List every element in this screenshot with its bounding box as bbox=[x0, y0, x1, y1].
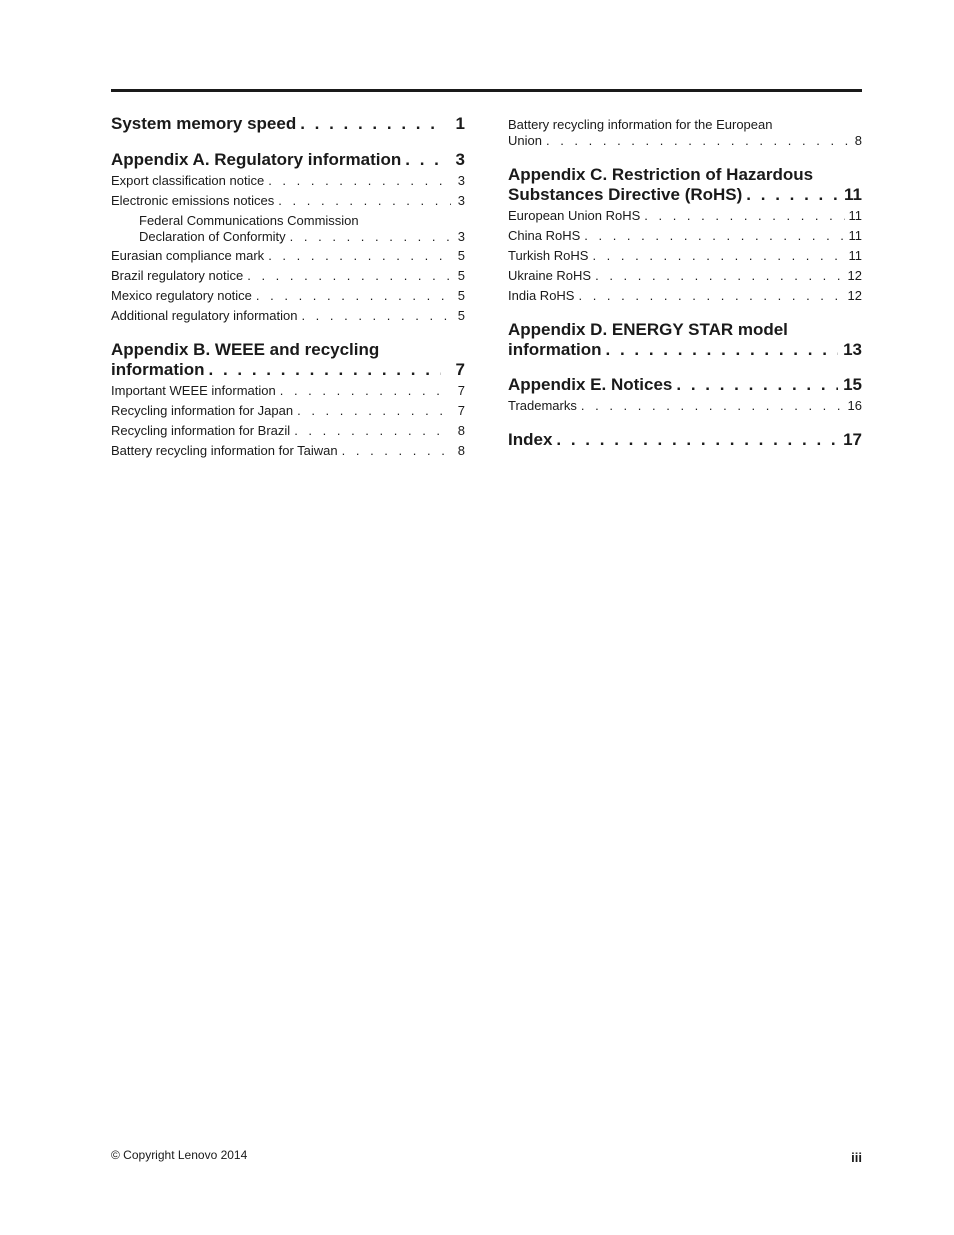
toc-entry-important-weee[interactable] bbox=[111, 383, 465, 399]
toc-entry-page: 5 bbox=[457, 248, 465, 263]
toc-entry-title-line2: information bbox=[111, 360, 205, 379]
toc-entry-page: 7 bbox=[457, 383, 465, 398]
dot-leader bbox=[247, 268, 451, 284]
toc-entry-index[interactable] bbox=[508, 430, 862, 450]
toc-entry-turkish-rohs[interactable] bbox=[508, 248, 862, 264]
toc-entry-page: 5 bbox=[457, 268, 465, 283]
toc-entry-title: China RoHS bbox=[508, 228, 581, 243]
toc-entry-appendix-b[interactable] bbox=[111, 340, 465, 380]
toc-entry-page: 17 bbox=[843, 430, 862, 449]
toc-entry-title: System memory speed bbox=[111, 114, 297, 133]
toc-entry-title: Turkish RoHS bbox=[508, 248, 589, 263]
toc-entry-page: 16 bbox=[847, 398, 862, 413]
dot-leader bbox=[300, 114, 441, 134]
dot-leader bbox=[268, 173, 451, 189]
dot-leader bbox=[209, 360, 442, 380]
dot-leader bbox=[584, 228, 844, 244]
dot-leader bbox=[581, 398, 844, 414]
toc-entry-recycling-brazil[interactable] bbox=[111, 423, 465, 439]
toc-entry-page: 3 bbox=[457, 229, 465, 244]
toc-entry-system-memory-speed[interactable] bbox=[111, 114, 465, 134]
toc-entry-title-line2: Substances Directive (RoHS) bbox=[508, 185, 743, 204]
toc-entry-page: 12 bbox=[847, 268, 862, 283]
dot-leader bbox=[294, 423, 451, 439]
toc-entry-title: Index bbox=[508, 430, 553, 449]
toc-entry-page: 8 bbox=[457, 423, 465, 438]
toc-entry-title-line1: Battery recycling information for the European bbox=[508, 117, 773, 132]
dot-leader bbox=[746, 185, 838, 205]
toc-entry-title: Export classification notice bbox=[111, 173, 265, 188]
dot-leader bbox=[342, 443, 451, 459]
dot-leader bbox=[546, 133, 848, 149]
toc-entry-battery-taiwan[interactable] bbox=[111, 443, 465, 459]
toc-entry-appendix-e[interactable] bbox=[508, 375, 862, 395]
toc-entry-electronic-emissions[interactable] bbox=[111, 193, 465, 209]
toc-entry-title-line2: Union bbox=[508, 133, 542, 148]
toc-entry-export-classification[interactable] bbox=[111, 173, 465, 189]
dot-leader bbox=[556, 430, 838, 450]
toc-entry-recycling-japan[interactable] bbox=[111, 403, 465, 419]
toc-entry-additional-regulatory[interactable] bbox=[111, 308, 465, 324]
toc-entry-title: Ukraine RoHS bbox=[508, 268, 592, 283]
dot-leader bbox=[268, 248, 451, 264]
toc-entry-page: 7 bbox=[457, 403, 465, 418]
toc-entry-page: 11 bbox=[848, 228, 862, 243]
dot-leader bbox=[592, 248, 844, 264]
toc-entry-title: Battery recycling information for Taiwan bbox=[111, 443, 338, 458]
toc-entry-title-line1: Appendix C. Restriction of Hazardous bbox=[508, 165, 814, 184]
toc-entry-title: Additional regulatory information bbox=[111, 308, 298, 323]
toc-entry-brazil-regulatory[interactable] bbox=[111, 268, 465, 284]
toc-entry-appendix-d[interactable] bbox=[508, 320, 862, 360]
toc-entry-title: Appendix E. Notices bbox=[508, 375, 673, 394]
dot-leader bbox=[290, 229, 451, 245]
toc-entry-title-line2: Declaration of Conformity bbox=[139, 229, 286, 244]
toc-entry-appendix-c[interactable] bbox=[508, 165, 862, 205]
toc-entry-battery-eu[interactable] bbox=[508, 117, 862, 149]
toc-entry-eu-rohs[interactable] bbox=[508, 208, 862, 224]
toc-entry-title: Recycling information for Japan bbox=[111, 403, 294, 418]
toc-entry-page: 12 bbox=[847, 288, 862, 303]
toc-entry-title: Electronic emissions notices bbox=[111, 193, 275, 208]
toc-entry-title: Mexico regulatory notice bbox=[111, 288, 252, 303]
toc-entry-title: India RoHS bbox=[508, 288, 575, 303]
dot-leader bbox=[676, 375, 838, 395]
dot-leader bbox=[405, 150, 441, 170]
dot-leader bbox=[280, 383, 451, 399]
toc-entry-title-line2: information bbox=[508, 340, 602, 359]
toc-entry-title: Eurasian compliance mark bbox=[111, 248, 265, 263]
toc-entry-page: 3 bbox=[455, 150, 465, 169]
toc-entry-page: 13 bbox=[843, 340, 862, 359]
toc-entry-fcc[interactable] bbox=[111, 213, 465, 245]
toc-entry-page: 3 bbox=[457, 173, 465, 188]
toc-entry-title: Recycling information for Brazil bbox=[111, 423, 291, 438]
dot-leader bbox=[278, 193, 451, 209]
toc-entry-title: Brazil regulatory notice bbox=[111, 268, 244, 283]
toc-entry-china-rohs[interactable] bbox=[508, 228, 862, 244]
dot-leader bbox=[595, 268, 843, 284]
toc-entry-india-rohs[interactable] bbox=[508, 288, 862, 304]
toc-entry-page: 3 bbox=[457, 193, 465, 208]
toc-entry-mexico-regulatory[interactable] bbox=[111, 288, 465, 304]
toc-entry-page: 7 bbox=[455, 360, 465, 379]
dot-leader bbox=[644, 208, 844, 224]
toc-entry-appendix-a[interactable] bbox=[111, 150, 465, 170]
toc-entry-title-line1: Appendix D. ENERGY STAR model bbox=[508, 320, 788, 339]
toc-entry-page: 8 bbox=[457, 443, 465, 458]
footer-page-number: iii bbox=[851, 1150, 862, 1165]
dot-leader bbox=[256, 288, 451, 304]
dot-leader bbox=[578, 288, 843, 304]
toc-entry-page: 11 bbox=[844, 185, 862, 204]
top-rule bbox=[111, 89, 862, 92]
dot-leader bbox=[301, 308, 451, 324]
toc-entry-title: Important WEEE information bbox=[111, 383, 276, 398]
dot-leader bbox=[606, 340, 839, 360]
footer-copyright: © Copyright Lenovo 2014 bbox=[111, 1148, 248, 1162]
toc-entry-eurasian[interactable] bbox=[111, 248, 465, 264]
toc-entry-trademarks[interactable] bbox=[508, 398, 862, 414]
toc-entry-page: 5 bbox=[457, 308, 465, 323]
toc-entry-title: Trademarks bbox=[508, 398, 577, 413]
toc-entry-title: European Union RoHS bbox=[508, 208, 641, 223]
toc-entry-title-line1: Appendix B. WEEE and recycling bbox=[111, 340, 380, 359]
toc-entry-title: Appendix A. Regulatory information bbox=[111, 150, 402, 169]
toc-entry-ukraine-rohs[interactable] bbox=[508, 268, 862, 284]
toc-entry-page: 11 bbox=[848, 208, 862, 223]
toc-entry-page: 5 bbox=[457, 288, 465, 303]
toc-entry-page: 15 bbox=[843, 375, 862, 394]
toc-entry-title-line1: Federal Communications Commission bbox=[139, 213, 359, 228]
toc-entry-page: 8 bbox=[854, 133, 862, 148]
toc-entry-page: 1 bbox=[455, 114, 465, 133]
dot-leader bbox=[297, 403, 451, 419]
toc-entry-page: 11 bbox=[848, 248, 862, 263]
